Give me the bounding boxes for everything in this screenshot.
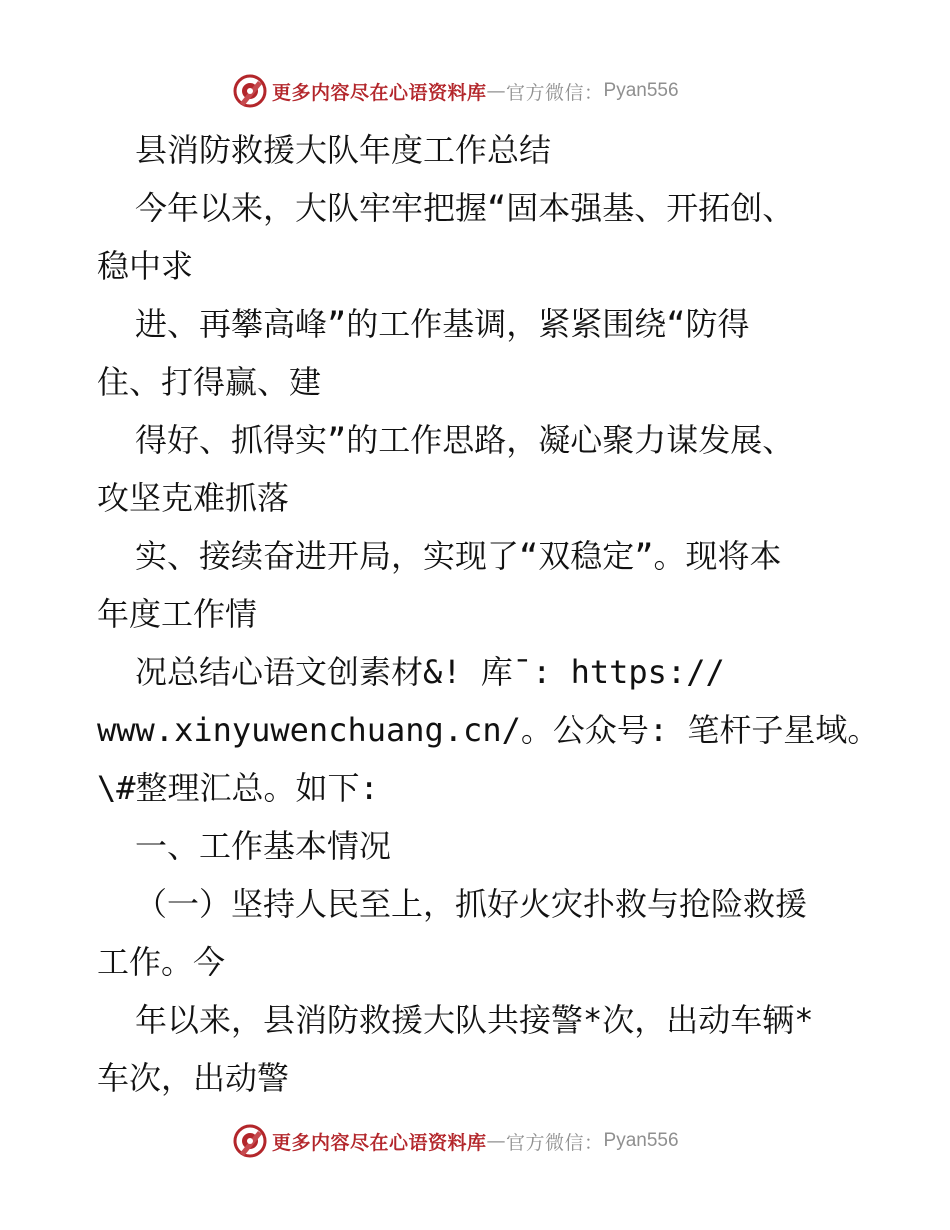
section-heading: 一、工作基本情况 <box>135 827 392 865</box>
banner-dash: — <box>486 80 507 102</box>
banner-wechat-id: Pyan556 <box>603 1130 679 1151</box>
paragraph-line: 实、接续奋进开局，实现了“双稳定”。现将本 <box>135 537 782 575</box>
banner-wechat-label: 官方微信： <box>506 1131 604 1154</box>
paragraph-line: 住、打得赢、建 <box>97 363 322 401</box>
subsection-heading-line: （一）坚持人民至上，抓好火灾扑救与抢险救援 <box>135 885 808 923</box>
paragraph-line: 进、再攀高峰”的工作基调，紧紧围绕“防得 <box>135 305 750 343</box>
banner-dash: — <box>486 1130 507 1152</box>
paragraph-line: 工作。今 <box>97 943 226 981</box>
paragraph-line: www.xinyuwenchuang.cn/。公众号: 笔杆子星域。 <box>97 711 880 749</box>
banner-title: 更多内容尽在心语资料库 <box>272 81 487 104</box>
header-banner <box>232 71 752 111</box>
paragraph-line: 年以来，县消防救援大队共接警*次，出动车辆* <box>135 1001 814 1039</box>
banner-title: 更多内容尽在心语资料库 <box>272 1131 487 1154</box>
document-body <box>97 121 880 1107</box>
paragraph-line: 得好、抓得实”的工作思路，凝心聚力谋发展、 <box>135 421 795 459</box>
paragraph-line: 攻坚克难抓落 <box>97 479 290 517</box>
paragraph-line: 况总结心语文创素材&! 库¯: https:// <box>135 653 725 691</box>
paragraph-line: 年度工作情 <box>97 595 258 633</box>
paragraph-line: 稳中求 <box>97 247 194 285</box>
document-title: 县消防救援大队年度工作总结 <box>135 131 552 169</box>
paragraph-line: 今年以来，大队牢牢把握“固本强基、开拓创、 <box>135 189 795 227</box>
paragraph-line: \#整理汇总。如下: <box>97 769 379 807</box>
banner-wechat-id: Pyan556 <box>603 80 679 101</box>
pen-seal-logo-icon <box>232 73 268 109</box>
footer-banner <box>232 1121 752 1161</box>
paragraph-line: 车次，出动警 <box>97 1059 290 1097</box>
pen-seal-logo-icon <box>232 1123 268 1159</box>
banner-wechat-label: 官方微信： <box>506 81 604 104</box>
